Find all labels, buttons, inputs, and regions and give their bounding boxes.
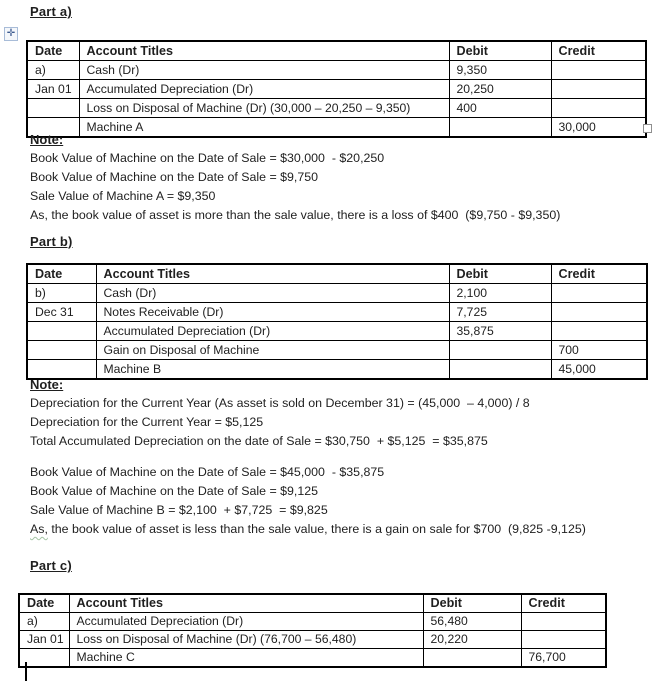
cell-debit [449, 360, 551, 380]
note-line: Depreciation for the Current Year (As asset is sold on December 31) = (45,000 – 4,000) / 8 [30, 396, 530, 410]
cell-credit [521, 613, 606, 631]
col-header-credit: Credit [551, 264, 647, 284]
cell-date: Jan 01 [27, 80, 79, 99]
cell-account: Accumulated Depreciation (Dr) [79, 80, 449, 99]
cell-account: Loss on Disposal of Machine (Dr) (76,700 – 56,480) [69, 631, 423, 649]
part-b-title: Part b) [30, 234, 73, 249]
cell-date: Jan 01 [19, 631, 69, 649]
cell-debit [449, 118, 551, 138]
note-a-body [30, 149, 560, 225]
note-a-heading: Note: [30, 132, 64, 147]
cell-debit: 20,250 [449, 80, 551, 99]
table-row [19, 631, 606, 649]
journal-table-part-a [26, 40, 647, 138]
table-row [27, 341, 647, 360]
col-header-debit: Debit [423, 594, 521, 613]
col-header-debit: Debit [449, 264, 551, 284]
cell-date: a) [27, 61, 79, 80]
cell-credit [551, 61, 646, 80]
table-row [27, 118, 646, 138]
note-line: Book Value of Machine on the Date of Sale = $45,000 - $35,875 [30, 465, 385, 479]
table-row [27, 99, 646, 118]
cell-debit: 56,480 [423, 613, 521, 631]
cell-account: Loss on Disposal of Machine (Dr) (30,000 – 20,250 – 9,350) [79, 99, 449, 118]
note-line: Book Value of Machine on the Date of Sale = $9,750 [30, 170, 319, 184]
table-row [27, 80, 646, 99]
cell-credit [551, 303, 647, 322]
table-header-row [27, 41, 646, 61]
col-header-date: Date [19, 594, 69, 613]
cell-credit [551, 80, 646, 99]
cell-date [27, 322, 96, 341]
note-line: Sale Value of Machine B = $2,100 + $7,725 = $9,825 [30, 503, 328, 517]
cell-debit: 400 [449, 99, 551, 118]
part-c-title: Part c) [30, 558, 72, 573]
table-row [27, 322, 647, 341]
cell-date: a) [19, 613, 69, 631]
note-b-heading: Note: [30, 377, 64, 392]
col-header-credit: Credit [551, 41, 646, 61]
col-header-date: Date [27, 264, 96, 284]
table-row [19, 613, 606, 631]
note-b-body-bottom [30, 463, 586, 539]
cell-date: b) [27, 284, 96, 303]
cell-credit: 700 [551, 341, 647, 360]
cell-date: Dec 31 [27, 303, 96, 322]
cell-date [27, 341, 96, 360]
table-resize-handle[interactable] [643, 124, 652, 133]
note-line [30, 520, 586, 539]
cell-credit: 76,700 [521, 649, 606, 668]
note-line: Sale Value of Machine A = $9,350 [30, 189, 216, 203]
cell-debit: 9,350 [449, 61, 551, 80]
table-row [27, 360, 647, 380]
cell-credit: 45,000 [551, 360, 647, 380]
cell-credit: 30,000 [551, 118, 646, 138]
cell-account: Cash (Dr) [96, 284, 449, 303]
note-line: As, the book value of asset is more than the sale value, there is a loss of $400 ($9,750 - $9,350) [30, 208, 561, 222]
table-header-row [19, 594, 606, 613]
cell-credit [551, 322, 647, 341]
cell-date [27, 99, 79, 118]
cell-account: Accumulated Depreciation (Dr) [69, 613, 423, 631]
note-line: Book Value of Machine on the Date of Sale = $30,000 - $20,250 [30, 151, 385, 165]
cell-credit [521, 631, 606, 649]
cell-account: Cash (Dr) [79, 61, 449, 80]
part-a-title: Part a) [30, 4, 72, 19]
cell-credit [551, 284, 647, 303]
cell-debit: 2,100 [449, 284, 551, 303]
col-header-account: Account Titles [79, 41, 449, 61]
cell-debit: 7,725 [449, 303, 551, 322]
cell-debit: 20,220 [423, 631, 521, 649]
col-header-account: Account Titles [96, 264, 449, 284]
col-header-debit: Debit [449, 41, 551, 61]
cell-debit [423, 649, 521, 668]
note-line: Depreciation for the Current Year = $5,125 [30, 415, 264, 429]
cell-debit [449, 341, 551, 360]
cell-account: Machine C [69, 649, 423, 668]
cell-account: Accumulated Depreciation (Dr) [96, 322, 449, 341]
table-row [19, 649, 606, 668]
cell-debit: 35,875 [449, 322, 551, 341]
note-line: Book Value of Machine on the Date of Sale = $9,125 [30, 484, 319, 498]
cell-account: Gain on Disposal of Machine [96, 341, 449, 360]
table-move-handle-icon[interactable]: ✛ [4, 27, 18, 41]
journal-table-part-c [18, 593, 607, 668]
table-row [27, 284, 647, 303]
text-cursor [25, 662, 27, 681]
as-word-squiggle: As, [30, 522, 48, 536]
cell-account: Machine B [96, 360, 449, 380]
table-row [27, 303, 647, 322]
gain-sentence: the book value of asset is less than the sale value, there is a gain on sale for $700 (9,825 -9,125) [47, 522, 586, 536]
journal-table-part-b [26, 263, 648, 380]
col-header-date: Date [27, 41, 79, 61]
note-b-body-top [30, 394, 530, 451]
table-row [27, 61, 646, 80]
cell-account: Machine A [79, 118, 449, 138]
cell-account: Notes Receivable (Dr) [96, 303, 449, 322]
table-header-row [27, 264, 647, 284]
cell-credit [551, 99, 646, 118]
col-header-credit: Credit [521, 594, 606, 613]
col-header-account: Account Titles [69, 594, 423, 613]
note-line: Total Accumulated Depreciation on the date of Sale = $30,750 + $5,125 = $35,875 [30, 434, 488, 448]
